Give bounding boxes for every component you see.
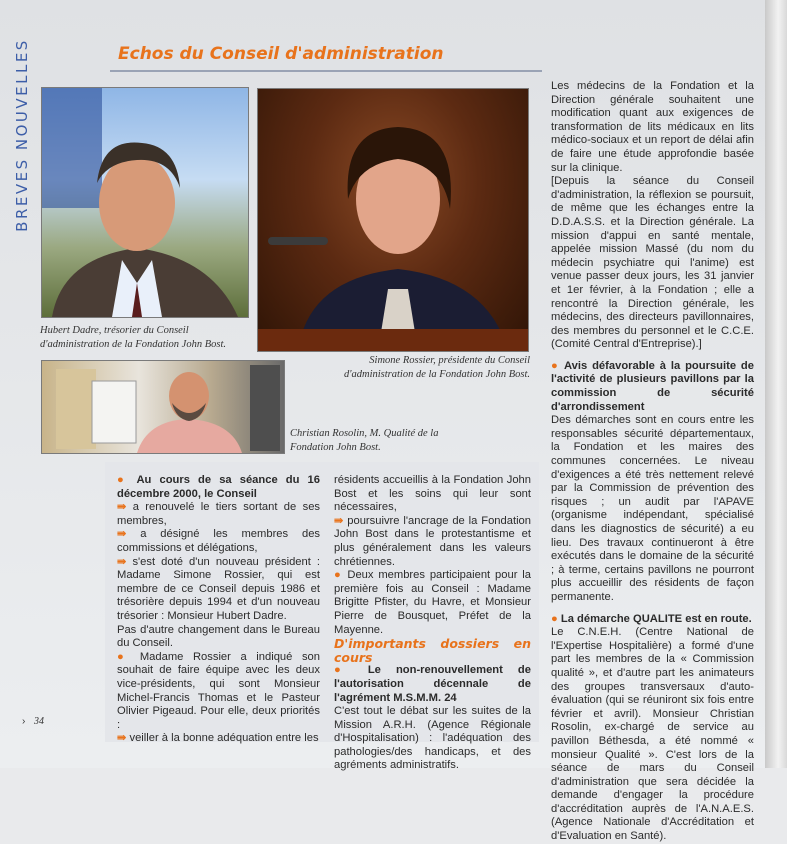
list-item-text: s'est doté d'un nouveau président : Madame Simone Rossier, qui est membre de ce Conseil depuis 1986 et trésorière depuis 1994 et d'un nouveau trésorier : Monsieur Hubert Dadre.	[117, 555, 321, 622]
paragraph: Pas d'autre changement dans le Bureau du Conseil.	[117, 623, 320, 650]
paragraph: [Depuis la séance du Conseil d'administration, la réflexion se poursuit, de même que les échanges entre la D.D.A.S.S. et la Direction générale. La mission d'appui en santé mentale, appelée mission Massé (du nom du médecin psychiatre qui l'anime) est venue passer deux jours, les 31 janvier et 1er février, à la Fondation ; elle a rencontré la Direction générale, les médecins, des directeurs pavillonnaires, des membres du personnel et le C.C.E. (Comité Central d'Entreprise).]	[551, 175, 754, 351]
heading-text: La démarche	[560, 612, 634, 625]
right-column	[551, 80, 754, 844]
photo-simone-rossier	[257, 88, 529, 352]
list-item-text: Madame Rossier a indiqué son souhait de faire équipe avec les deux vice-présidents, qui sont Monsieur Michel-Francis Thomas et le Pasteur Olivier Pigeaud. Pour elle, deux priorités :	[117, 650, 320, 731]
double-arrow-icon: ⇛	[117, 555, 133, 568]
section-heading	[334, 664, 531, 705]
list-item	[334, 569, 531, 637]
bullet-icon: ●	[551, 359, 564, 372]
article-title: Echos du Conseil d'administration	[118, 44, 444, 64]
list-item	[117, 528, 320, 555]
list-item-text: poursuivre l'ancrage de la Fondation John Bost dans le protestantisme et plus généralement dans les valeurs chrétiennes.	[334, 514, 531, 568]
paragraph: Des démarches sont en cours entre les responsables sécurité départementaux, la Fondation et les maires des communes concernées. Le niveau d'exigences a été très nettement relevé par la Commission de prévention des risques ; un audit par l'APAVE (organisme indépendant, spécialisé dans les diagnostics de sécurité) a eu lieu. Des travaux continueront à être exécutés dans le domaine de la sécurité ; à terme, certains pavillons ne pourront plus accueillir des résidents de façon permanente.	[551, 414, 754, 603]
bullet-icon: ●	[334, 664, 368, 677]
subheading: D'importants dossiers en cours	[334, 636, 531, 665]
section-heading	[551, 360, 754, 414]
caption-hubert-dadre: Hubert Dadre, trésorier du Conseil d'administration de la Fondation John Bost.	[40, 325, 226, 350]
title-rule	[110, 70, 542, 72]
page-corner-arrow-icon: ›	[22, 716, 26, 727]
list-item	[117, 651, 320, 733]
list-item	[334, 515, 531, 569]
paragraph: C'est tout le débat sur les suites de la Mission A.R.H. (Agence Régionale d'Hospitalisation) : l'adéquation des pathologies/des handicaps, et des agréments administratifs.	[334, 705, 531, 772]
portrait-illustration	[258, 89, 528, 351]
heading-text: Avis défavorable à la poursuite de l'activité de plusieurs pavillons par la commission de sécurité d'arrondissement	[551, 359, 754, 413]
photo-hubert-dadre	[41, 87, 249, 318]
section-tab	[9, 30, 35, 240]
heading-text: est en route.	[682, 612, 752, 625]
list-item-text: Deux membres participaient pour la première fois au Conseil : Madame Brigitte Pfister, du Havre, et Monsieur Pierre de Bousquet, Préfet de la Mayenne.	[334, 569, 531, 636]
paragraph: Les médecins de la Fondation et la Direction générale souhaitent une modification quant aux exigences de transformation de lits médicaux en lits médico-sociaux et un report de délai afin de faire une étude approfondie basée sur la clinique.	[551, 80, 754, 174]
portrait-illustration	[42, 88, 248, 317]
caption-christian-rosolin: Christian Rosolin, M. Qualité de la Fondation John Bost.	[290, 428, 439, 453]
list-item-text: a renouvelé le tiers sortant de ses membres,	[117, 501, 321, 527]
heading-emphasis: QUALITE	[633, 612, 683, 625]
paragraph: résidents accueillis à la Fondation John Bost et les soins qui leur sont nécessaires,	[334, 474, 531, 514]
bullet-icon: ●	[117, 474, 137, 486]
list-item	[117, 556, 320, 624]
section-tab-label: BREVES NOUVELLES	[13, 38, 31, 232]
photo-christian-rosolin	[41, 360, 285, 454]
heading-text: Le non-renouvellement de l'autorisation décennale de l'agrément M.S.M.M. 24	[334, 664, 531, 704]
page-number: 34	[34, 716, 44, 727]
section-heading	[551, 613, 754, 627]
list-item-text: veiller à la bonne adéquation entre les	[129, 732, 319, 745]
double-arrow-icon: ⇛	[117, 501, 133, 514]
list-item	[117, 732, 320, 746]
bullet-icon: ●	[117, 650, 140, 663]
double-arrow-icon: ⇛	[117, 732, 130, 745]
intro-text: Au cours de sa séance du 16 décembre 2000, le Conseil	[117, 474, 321, 500]
list-item	[117, 501, 320, 528]
double-arrow-icon: ⇛	[117, 528, 141, 541]
portrait-illustration	[42, 361, 284, 453]
bullet-icon: ●	[551, 612, 561, 625]
list-item-text: a désigné les membres des commissions et délégations,	[117, 528, 321, 554]
bullet-icon: ●	[334, 569, 348, 582]
binding-edge	[765, 0, 787, 768]
middle-column	[334, 474, 531, 773]
paragraph: Le C.N.E.H. (Centre National de l'Expertise Hospitalière) a formé d'une part les membres de la « Commission qualité », et d'autre part les animateurs des groupes transversaux d'auto-évaluation (qui se réuniront six fois entre février et avril). Monsieur Christian Rosolin, ex-chargé de service au pavillon Béthesda, a été nommé « monsieur Qualité ». C'est lors de la séance de mars du Conseil d'administration que sera décidée la demande d'engager la procédure d'accréditation auprès de l'A.N.A.E.S. (Agence Nationale d'Accréditation et d'Evaluation en Santé).	[551, 626, 754, 843]
section-intro	[117, 474, 320, 501]
double-arrow-icon: ⇛	[334, 514, 348, 527]
caption-simone-rossier: Simone Rossier, présidente du Conseil d'administration de la Fondation John Bost.	[344, 355, 530, 380]
left-column	[117, 474, 320, 746]
